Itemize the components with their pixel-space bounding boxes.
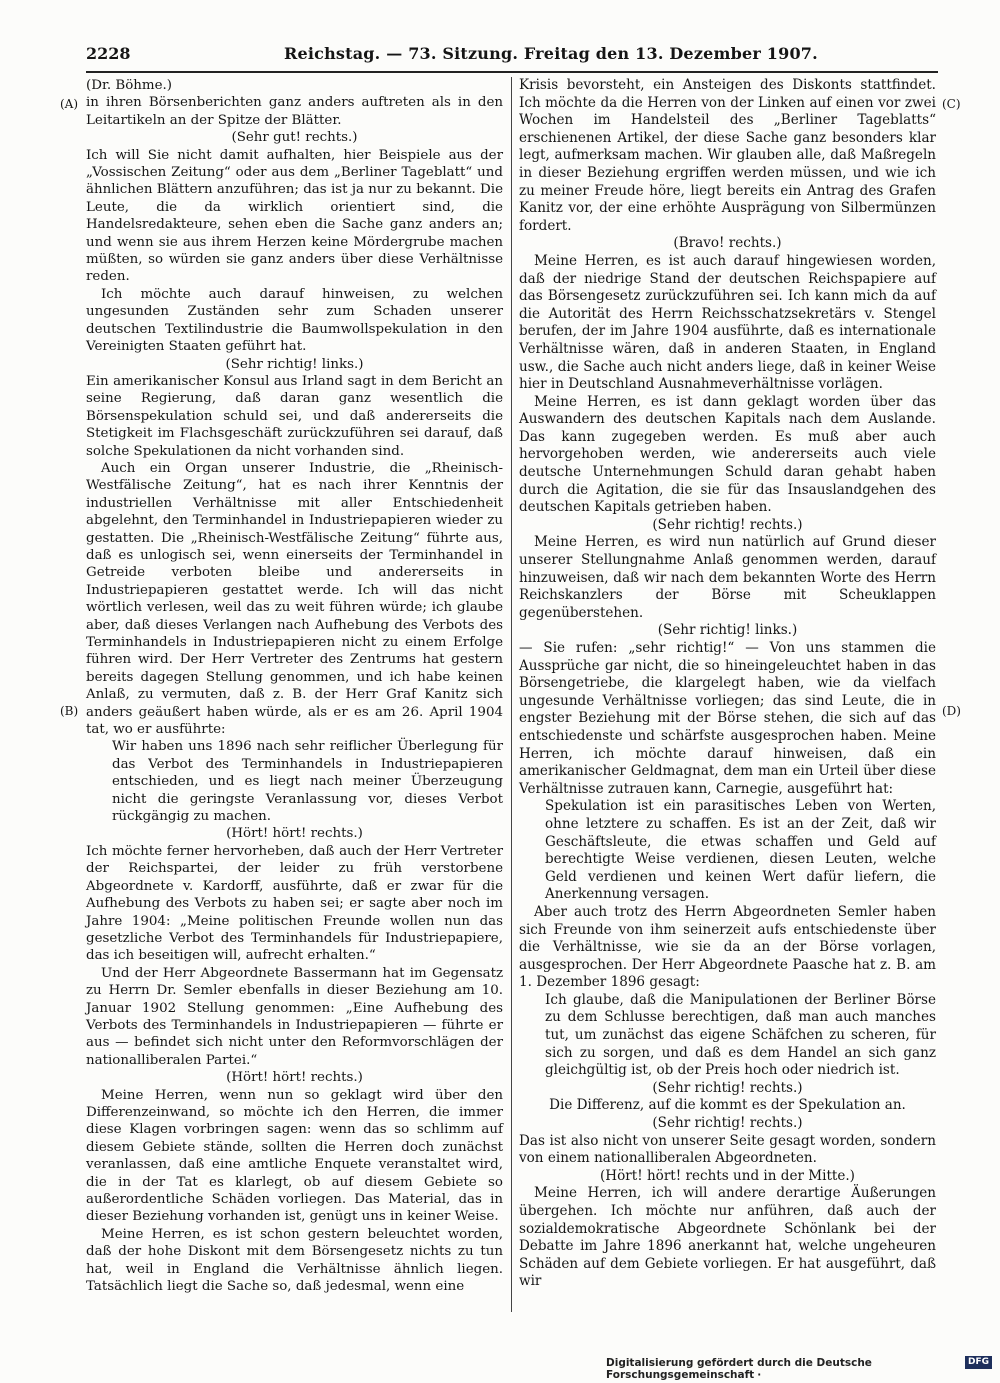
paragraph: Meine Herren, es ist dann geklagt worden über das Auswandern des deutschen Kapitals nach dem Auslande. Das kann zugegeben werden. Es muß aber auch hervorgehoben werden, wie andererseits auch viele deutsche Unternehmungen Schuld daran gehabt haben durch die Agitation, die sie für das Insauslandgehen des deutschen Kapitals getrieben haben. [519,393,936,516]
interjection: (Hört! hört! rechts.) [226,826,363,842]
margin-marker-b: (B) [60,704,79,718]
footer-credit: Digitalisierung gefördert durch die Deutsche Forschungsgemeinschaft · [606,1357,872,1381]
quotation: Wir haben uns 1896 nach sehr reiflicher Überlegung für das Verbot des Terminhandels in Industriepapieren entschieden, und es liegt nach meiner Überzeugung nicht die geringste Veranlassung vor, dieses Verbot rückgängig zu machen. [112,739,503,825]
quotation: Spekulation ist ein parasitisches Leben von Werten, ohne letztere zu schaffen. Es ist an der Zeit, daß wir Geschäftsleute, die etwas schaffen und Geld auf berechtigte Weise verdienen, diesen Leuten, welche Geld verdienen und keinen Wert dafür liefern, die Anerkennung versagen. [545,798,936,903]
paragraph: Auch ein Organ unserer Industrie, die „Rheinisch-Westfälische Zeitung“, hat es nach ihrer Kenntnis der industriellen Verhältnisse mit aller Entschiedenheit abgelehnt, den Terminhandel in Industriepapieren wieder zu gestatten. Die „Rheinisch-Westfälische Zeitung“ führte aus, daß es unlogisch sei, wenn einerseits der Terminhandel in Getreide verboten bleibe und andererseits in Industriepapieren gestattet werde. Ich will das nicht wörtlich verlesen, weil das zu weit führen würde; ich glaube aber, daß dieses Verlangen nach Aufhebung des Verbots des Terminhandels in Industriepapieren nicht zu einem Erfolge führen wird. Der Herr Vertreter des Zentrums hat gestern bereits dagegen Stellung genommen, und ich habe keinen Anlaß, zu vermuten, daß z. B. der Herr Graf Kanitz sich anders geäußert haben würde, als er es am 26. April 1904 tat, wo er ausführte: [86,460,503,738]
running-title: Reichstag. — 73. Sitzung. Freitag den 13. Dezember 1907. [284,44,818,63]
paragraph: Ich will Sie nicht damit aufhalten, hier Beispiele aus der „Vossischen Zeitung“ oder aus dem „Berliner Tageblatt“ und ähnlichen Blättern anzuführen; das ist ja nur zu bekannt. Die Leute, die da wirklich orientiert sind, die Handelsredakteure, sehen eben die Sache ganz anders an; und wenn sie aus ihrem Herzen keine Mördergrube machen müßten, so würden sie ganz anders über diese Verhältnisse reden. [86,147,503,285]
paragraph: Ich möchte auch darauf hinweisen, zu welchen ungesunden Zuständen sehr zum Schaden unserer deutschen Textilindustrie die Baumwollspekulation in den Vereinigten Staaten geführt hat. [86,286,503,355]
quotation: Ich glaube, daß die Manipulationen der Berliner Börse zu dem Schlusse berechtigen, daß man auch manches tut, um zunächst das eigene Schäfchen zu scheren, für sich zu sorgen, und daß es dem Handel an sich ganz gleichgültig ist, ob der Preis hoch oder niedrich ist. [545,991,936,1079]
interjection: (Sehr richtig! rechts.) [652,1079,803,1096]
interjection: (Hört! hört! rechts.) [226,1070,363,1086]
dfg-logo: DFG [965,1356,992,1369]
right-column [519,77,936,1291]
paragraph: Aber auch trotz des Herrn Abgeordneten Semler haben sich Freunde von ihm seinerzeit aufs entschiedenste über die Verhältnisse, wie sie da an der Börse vorlagen, ausgesprochen. Der Herr Abgeordnete Paasche hat z. B. am 1. Dezember 1896 gesagt: [519,903,936,991]
paragraph: Meine Herren, es ist schon gestern beleuchtet worden, daß der hohe Diskont mit dem Börsengesetz nichts zu tun hat, weil in England die Verhältnisse ähnlich liegen. Tatsächlich liegt die Sache so, daß jedesmal, wenn eine [86,1226,503,1295]
interjection: (Sehr gut! rechts.) [231,130,358,146]
interjection: (Sehr richtig! rechts.) [652,1115,803,1132]
footer-text: Digitalisierung gefördert durch die Deutsche Forschungsgemeinschaft [606,1357,872,1381]
column-divider [511,77,512,1312]
interjection: (Sehr richtig! links.) [225,356,364,372]
margin-marker-d: (D) [942,704,961,718]
margin-marker-c: (C) [942,97,961,111]
paragraph: Und der Herr Abgeordnete Bassermann hat im Gegensatz zu Herrn Dr. Semler ebenfalls in dieser Beziehung am 10. Januar 1902 Stellung genommen: „Eine Aufhebung des Verbots des Terminhandels in Industriepapieren — führte er aus — befindet sich nicht unter den Reformvorschlägen der nationalliberalen Partei.“ [86,965,503,1068]
paragraph: Krisis bevorsteht, ein Ansteigen des Diskonts stattfindet. Ich möchte da die Herren von der Linken auf einen vor zwei Wochen im Handelsteil des „Berliner Tageblatts“ erschienenen Artikel, der diese Sache ganz besonders klar legt, aufmerksam machen. Wir glauben alle, daß Maßregeln in dieser Beziehung ergriffen werden müssen, und wie ich zu meiner Freude höre, liegt bereits ein Antrag des Grafen Kanitz vor, der eine erhöhte Ausprägung von Silbermünzen fordert. [519,77,936,234]
paragraph: Das ist also nicht von unserer Seite gesagt worden, sondern von einem nationalliberalen Abgeordneten. [519,1132,936,1167]
paragraph: — Sie rufen: „sehr richtig!“ — Von uns stammen die Aussprüche gar nicht, die so hineingeleuchtet haben in das Börsengetriebe, die klargelegt haben, wie da vielfach ungesunde Verhältnisse vorliegen; das sind Leute, die in engster Beziehung mit der Börse stehen, die sich auf das entschiedenste und schärfste ausgesprochen haben. Meine Herren, ich möchte darauf hinweisen, daß ein amerikanischer Geldmagnat, dem man ein Urteil über diese Verhältnisse zutrauen kann, Carnegie, ausgeführt hat: [519,640,936,797]
page-header [86,44,936,70]
paragraph: Ich möchte ferner hervorheben, daß auch der Herr Vertreter der Reichspartei, der leider zu früh verstorbene Abgeordnete v. Kardorff, ausführte, daß er zwar für die Aufhebung des Verbots zu haben sei; er sagte aber noch im Jahre 1904: „Meine politischen Freunde wollen nun das gesetzliche Verbot des Terminhandels für Industriepapiere, das ich beseitigen will, aufrecht erhalten.“ [86,843,503,964]
margin-marker-a: (A) [60,97,79,111]
interjection: (Sehr richtig! links.) [657,622,798,639]
paragraph: in ihren Börsenberichten ganz anders auftreten als in den Leitartikeln an der Spitze der Blätter. [86,95,503,128]
interjection: Die Differenz, auf die kommt es der Spekulation an. [549,1097,906,1114]
page-number: 2228 [86,44,131,63]
interjection: (Sehr richtig! rechts.) [652,516,803,533]
header-rule [86,71,938,73]
interjection: (Hört! hört! rechts und in der Mitte.) [600,1167,855,1184]
paragraph: Ein amerikanischer Konsul aus Irland sagt in dem Bericht an seine Regierung, daß daran ganz wesentlich die Börsenspekulation schuld sei, und daß andererseits die Stetigkeit im Flachsgeschäft zurückzuführen sei darauf, daß solche Spekulationen da nicht vorhanden sind. [86,373,503,459]
paragraph: Meine Herren, wenn nun so geklagt wird über den Differenzeinwand, so möchte ich den Herren, die immer diese Klagen vorbringen sagen: wenn das so schlimm auf diesem Gebiete stände, sollten die Herren doch zunächst veranlassen, daß eine amtliche Enquete veranstaltet wird, die in der Tat es klarlegt, ob auf diesem Gebiete so außerordentliche Schäden vorliegen. Das Material, das in dieser Beziehung vorhanden ist, genügt uns in keiner Weise. [86,1087,503,1225]
interjection: (Bravo! rechts.) [673,235,782,252]
speaker-label: (Dr. Böhme.) [86,78,173,93]
paragraph: Meine Herren, ich will andere derartige Äußerungen übergehen. Ich möchte nur anführen, daß auch der sozialdemokratische Abgeordnete Schönlank bei der Debatte im Jahre 1896 anerkannt hat, welche ungeheuren Schäden auf dem Gebiete vorliegen. Er hat ausgeführt, daß wir [519,1185,936,1290]
paragraph: Meine Herren, es ist auch darauf hingewiesen worden, daß der niedrige Stand der deutschen Reichspapiere auf das Börsengesetz zurückzuführen sei. Ich kann mich da auf die Autorität des Herrn Reichsschatzsekretärs v. Stengel berufen, der im Jahre 1904 ausführte, daß es internationale Verhältnisse wären, daß in anderen Staaten, in England usw., die Sache auch nicht anders liege, daß in keiner Weise hier in Deutschland Ausnahmeverhältnisse vorlägen. [519,252,936,393]
left-column [86,77,503,1295]
paragraph: Meine Herren, es wird nun natürlich auf Grund dieser unserer Stellungnahme Anlaß genommen werden, darauf hinzuweisen, daß wir nach dem bekannten Worte des Herrn Reichskanzlers der Börse mit Scheuklappen gegenüberstehen. [519,534,936,621]
